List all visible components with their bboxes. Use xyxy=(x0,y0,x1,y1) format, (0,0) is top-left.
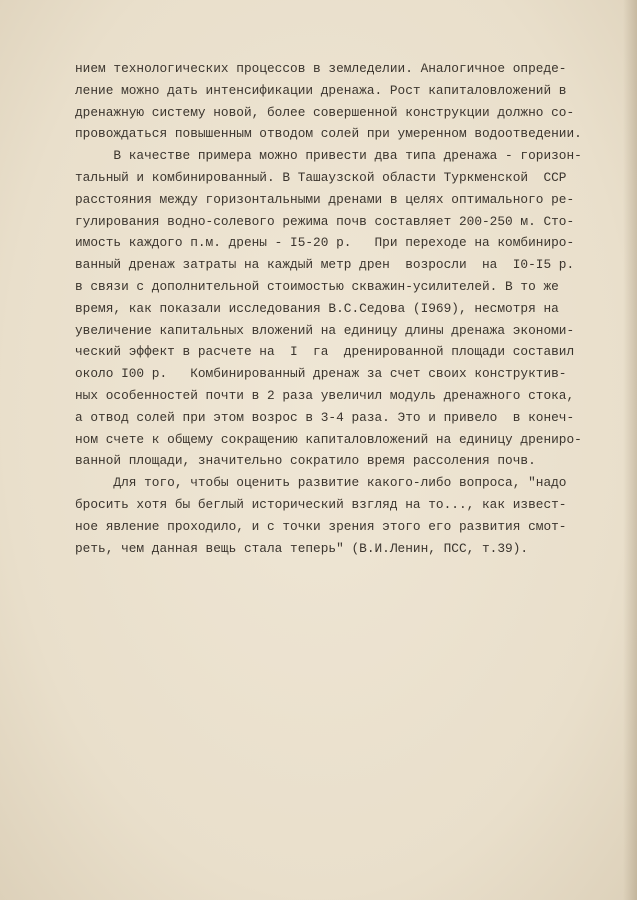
text-line: тальный и комбинированный. В Ташаузской области Туркменской ССР xyxy=(75,169,567,185)
text-line: в связи с дополнительной стоимостью скважин-усилителей. В то же xyxy=(75,278,559,294)
text-line: реть, чем данная вещь стала теперь" (В.И.Ленин, ПСС, т.39). xyxy=(75,540,529,556)
text-line: расстояния между горизонтальными дренами в целях оптимального ре- xyxy=(75,191,575,207)
text-line: ванной площади, значительно сократило время рассоления почв. xyxy=(75,453,536,469)
text-line: около I00 р. Комбинированный дренаж за счет своих конструктив- xyxy=(75,366,567,382)
text-line: Для того, чтобы оценить развитие какого-либо вопроса, "надо xyxy=(75,475,567,491)
text-line: ном счете к общему сокращению капиталовложений на единицу дрениро- xyxy=(75,431,582,447)
text-line: провождаться повышенным отводом солей при умеренном водоотведении. xyxy=(75,126,582,142)
text-line: бросить хотя бы беглый исторический взгляд на то..., как извест- xyxy=(75,496,567,512)
page-edge-shadow xyxy=(623,0,637,900)
text-line: дренажную систему новой, более совершенной конструкции должно со- xyxy=(75,104,575,120)
text-line: ванный дренаж затраты на каждый метр дрен возросли на I0-I5 р. xyxy=(75,257,575,273)
text-line: ных особенностей почти в 2 раза увеличил модуль дренажного стока, xyxy=(75,387,575,403)
text-line: имость каждого п.м. дрены - I5-20 р. При переходе на комбиниро- xyxy=(75,235,575,251)
text-line: ление можно дать интенсификации дренажа. Рост капиталовложений в xyxy=(75,82,567,98)
text-line: а отвод солей при этом возрос в 3-4 раза. Это и привело в конеч- xyxy=(75,409,575,425)
text-line: время, как показали исследования В.С.Седова (I969), несмотря на xyxy=(75,300,559,316)
text-line: гулирования водно-солевого режима почв составляет 200-250 м. Сто- xyxy=(75,213,575,229)
text-line: нием технологических процессов в земледелии. Аналогичное опреде- xyxy=(75,61,567,76)
typewritten-text xyxy=(75,58,605,559)
text-line: увеличение капитальных вложений на единицу длины дренажа экономи- xyxy=(75,322,575,338)
text-line: ное явление проходило, и с точки зрения этого его развития смот- xyxy=(75,518,567,534)
text-line: ческий эффект в расчете на I га дренированной площади составил xyxy=(75,344,575,360)
text-line: В качестве примера можно привести два типа дренажа - горизон- xyxy=(75,148,582,164)
